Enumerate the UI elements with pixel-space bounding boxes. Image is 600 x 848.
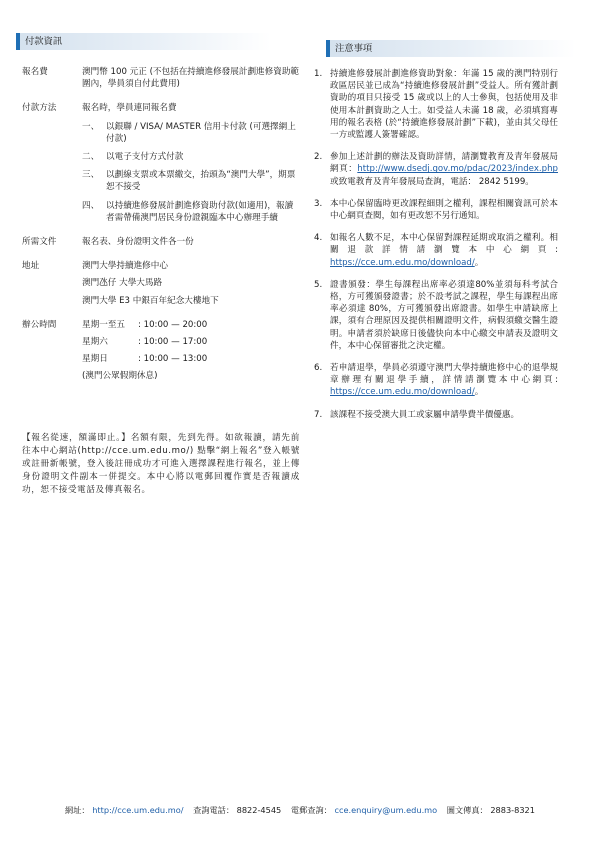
note-number: 2.	[314, 152, 323, 163]
office-hours-label: 辦公時間	[22, 319, 57, 330]
payment-method-number: 一、	[82, 121, 100, 132]
payment-method-intro: 報名時，學員連同報名費	[82, 103, 177, 114]
payment-method-text: 以持續進修發展計劃進修資助付款(如適用)，報讀者需帶備澳門居民身份證親臨本中心辦理手續	[106, 200, 294, 223]
note-text	[330, 151, 558, 188]
payment-method-text: 以劃線支票或本票繳交，抬頭為“澳門大學”，期票恕不接受	[106, 170, 296, 193]
payment-method-text: 以電子支付方式付款	[106, 152, 184, 163]
office-hours-day: 星期一至五	[82, 319, 125, 330]
note-number: 6.	[314, 363, 323, 374]
address-line: 澳門大學 E3 中銀百年紀念大樓地下	[82, 295, 219, 306]
download-link[interactable]: https://cce.um.edu.mo/download/	[330, 387, 475, 398]
payment-method-number: 三、	[82, 170, 100, 181]
address-line: 澳門大學持續進修中心	[82, 261, 168, 272]
office-hours-line	[82, 353, 300, 365]
office-hours-time: : 10:00 — 13:00	[138, 354, 208, 365]
payment-method-text: 以銀聯 / VISA/ MASTER 信用卡付款 (可選擇網上付款)	[106, 121, 296, 144]
footer-tel: 8822-4545	[236, 805, 282, 815]
notes-list	[314, 68, 558, 431]
payment-method-number: 二、	[82, 152, 100, 163]
note-text: 本中心保留臨時更改課程細則之權利，課程相關資訊可於本中心網頁查閱，如有更改恕不另行通知。	[330, 198, 558, 222]
page-footer	[0, 805, 600, 817]
note-text-part: 。	[474, 387, 484, 398]
note-item	[314, 198, 558, 222]
note-item	[314, 151, 558, 188]
address-label: 地址	[22, 261, 40, 272]
payment-method-item	[82, 169, 300, 193]
office-hours-row	[22, 319, 300, 383]
footer-email-label: 電郵查詢：	[290, 805, 332, 815]
fee-text: 澳門幣 100 元正 (不包括在持續進修發展計劃進修資助範圍內，學員須自付此費用)	[82, 67, 300, 90]
note-item	[314, 279, 558, 352]
note-text	[330, 362, 558, 399]
note-text: 證書頒發：學生每課程出席率必須達80%並須每科考試合格，方可獲頒發證書；於不設考試之課程，學生每課程出席率必須達 80%，方可獲頒發出席證書。如學生申請缺席上課，須有合理原因及提供相關證明文件，病假須繳交醫生證明。申請者須於缺席日後儘快向本中心繳交申請表及證明文件，本中心保留審批之決定權。	[330, 279, 558, 351]
payment-section-header	[16, 33, 271, 50]
note-text-part: 參加上述計劃的辦法及資助詳情，請瀏覽教育及青年發展局網頁：	[330, 152, 558, 175]
dsedj-link[interactable]: http://www.dsedj.gov.mo/pdac/2023/index.php	[357, 164, 558, 175]
note-text-part: 如報名人數不足，本中心保留對課程延期或取消之權利。相關退款詳情請瀏覽本中心網頁:	[330, 233, 558, 256]
documents-row	[22, 236, 300, 248]
note-item	[314, 68, 558, 141]
note-number: 4.	[314, 233, 323, 244]
section-accent-tick	[16, 33, 20, 50]
address-block	[82, 260, 300, 312]
office-hours-line	[82, 319, 300, 331]
notes-section-header	[326, 40, 576, 57]
office-hours-note: (澳門公眾假期休息)	[82, 371, 158, 382]
footer-web-label: 網址：	[65, 805, 90, 815]
section-accent-tick	[326, 40, 330, 57]
payment-method-item	[82, 200, 300, 224]
note-text: 持續進修發展計劃進修資助對象：年滿 15 歲的澳門特別行政區居民並已成為“持續進修發展計劃”受益人。所有獲計劃資助的項目只接受 15 歲或以上的人士參與，包括使用及非使用本計劃資助之人士。如受益人未滿 18 歲，必須填寫專用的報名表格 (於“持續進修發展計劃”下載)，並由其父母任一方或監護人簽署確認。	[330, 69, 558, 141]
office-hours-time: : 10:00 — 20:00	[138, 319, 208, 330]
footer-email-link[interactable]: cce.enquiry@um.edu.mo	[334, 805, 438, 815]
documents-text: 報名表、身份證明文件各一份	[82, 237, 194, 248]
address-line: 澳門氹仔 大學大馬路	[82, 278, 163, 289]
fee-row	[22, 66, 300, 90]
note-number: 1.	[314, 69, 323, 79]
note-text: 該課程不接受澳大員工或家屬申請學費半價優惠。	[330, 409, 520, 420]
footer-fax: 2883-8321	[490, 805, 535, 815]
payment-section-title: 付款資訊	[25, 36, 63, 47]
payment-info	[22, 66, 300, 383]
office-hours-block	[82, 319, 300, 383]
note-text-part: 若申請退學，學員必須遵守澳門大學持續進修中心的退學規章辦理有關退學手續，詳情請瀏覽本中心網頁:	[330, 363, 558, 386]
payment-method-list	[82, 102, 300, 224]
office-hours-line	[82, 336, 300, 348]
office-hours-day: 星期日	[82, 354, 108, 365]
note-item	[314, 232, 558, 269]
note-number: 7.	[314, 409, 323, 420]
note-text-part: 。	[474, 257, 484, 268]
note-item	[314, 362, 558, 399]
footer-web-link[interactable]: http://cce.um.edu.mo/	[92, 805, 184, 815]
note-text-part: 或致電教育及青年發展局查詢，電話： 2842 5199。	[330, 176, 534, 187]
footer-tel-label: 查詢電話：	[193, 805, 235, 815]
payment-method-row	[22, 102, 300, 224]
note-item	[314, 409, 558, 421]
note-text	[330, 232, 558, 269]
notes-section-title: 注意事項	[335, 43, 373, 54]
registration-notice: 【報名從速，額滿即止。】名額有限，先到先得。如欲報讀，請先前往本中心網站(http://cce.um.edu.mo/) 點擊“網上報名”登入帳號或註冊新帳號，登入後註冊成功才可進入選擇課程進行報名，並上傳身份證明文件副本一併提交。本中心將以電郵回覆作實是否報讀成功，恕不接受電話及傳真報名。	[22, 433, 300, 495]
payment-method-number: 四、	[82, 200, 100, 211]
footer-fax-label: 圖文傳真：	[446, 805, 488, 815]
payment-method-label: 付款方法	[22, 103, 57, 114]
fee-label: 報名費	[22, 67, 48, 77]
address-row	[22, 260, 300, 312]
documents-label: 所需文件	[22, 237, 57, 248]
note-number: 3.	[314, 198, 323, 209]
download-link[interactable]: https://cce.um.edu.mo/download/	[330, 257, 475, 268]
payment-method-item	[82, 121, 300, 145]
payment-method-item	[82, 151, 300, 163]
office-hours-day: 星期六	[82, 337, 108, 348]
office-hours-time: : 10:00 — 17:00	[138, 337, 208, 348]
note-number: 5.	[314, 279, 323, 290]
